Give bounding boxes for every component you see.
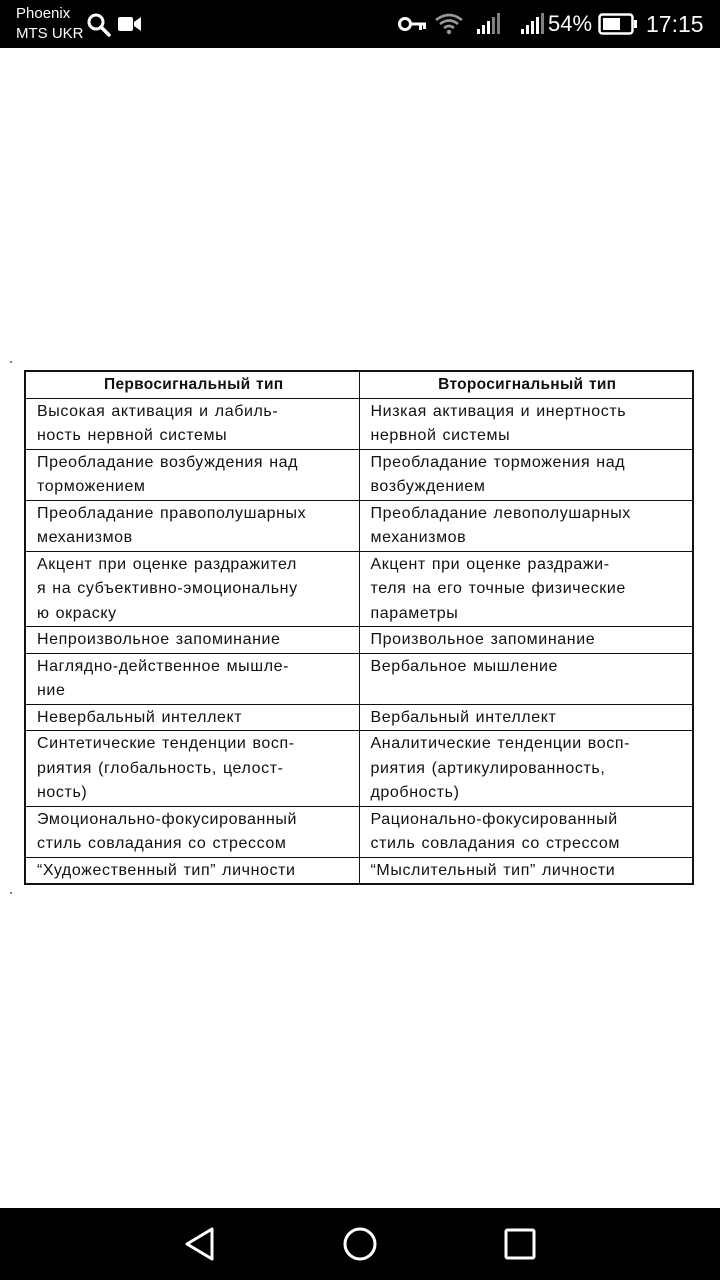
table-cell xyxy=(359,653,693,704)
cell-text: Эмоционально-фокусированный стиль совладания со стрессом xyxy=(37,810,298,852)
cell-text: Преобладание торможения над возбуждением xyxy=(370,453,626,495)
column-header-first-signal: Первосигнальный тип xyxy=(25,371,359,398)
table-row xyxy=(25,653,693,704)
table-row xyxy=(25,449,693,500)
clock: 17:15 xyxy=(646,11,704,37)
cell-text: Преобладание возбуждения над торможением xyxy=(37,453,299,495)
table-cell xyxy=(25,500,359,551)
cell-text: Акцент при оценке раздражител я на субъективно-эмоциональну ю окраску xyxy=(37,555,298,622)
status-bar xyxy=(0,0,720,48)
table-row xyxy=(25,500,693,551)
table-cell xyxy=(25,551,359,627)
cell-text: Преобладание левополушарных механизмов xyxy=(370,504,631,546)
cell-text: “Мыслительный тип” личности xyxy=(370,861,616,879)
image-viewer[interactable] xyxy=(0,48,720,1208)
table-cell xyxy=(359,731,693,807)
cell-text: Аналитические тенденции восп- риятия (артикулированность, дробность) xyxy=(370,735,631,801)
cell-text: “Художественный тип” личности xyxy=(37,861,296,879)
signal-icon xyxy=(520,13,544,35)
table-cell xyxy=(25,731,359,807)
table-cell xyxy=(25,704,359,731)
table-cell xyxy=(359,551,693,627)
table-cell xyxy=(359,449,693,500)
wifi-icon xyxy=(434,12,464,36)
cell-text: Наглядно-действенное мышле- ние xyxy=(37,657,290,699)
table-cell xyxy=(359,857,693,884)
table-cell xyxy=(25,449,359,500)
cell-text: Вербальный интеллект xyxy=(370,708,557,726)
table-row xyxy=(25,806,693,857)
comparison-table xyxy=(24,370,694,885)
video-camera-icon xyxy=(118,15,142,33)
cell-text: Синтетические тенденции восп- риятия (глобальность, целост- ность) xyxy=(37,735,295,801)
cell-text: Рационально-фокусированный стиль совладания со стрессом xyxy=(370,810,620,852)
carrier-line-1: Phoenix xyxy=(16,5,71,22)
scan-speck xyxy=(10,361,12,363)
table-row xyxy=(25,857,693,884)
navigation-bar xyxy=(0,1208,720,1280)
battery-percent: 54% xyxy=(548,11,593,36)
carrier-line-2: MTS UKR xyxy=(16,25,84,42)
table-cell xyxy=(25,806,359,857)
home-icon[interactable] xyxy=(338,1224,382,1264)
recents-icon[interactable] xyxy=(498,1224,542,1264)
table-cell xyxy=(359,398,693,449)
signal-icon xyxy=(476,13,500,35)
cell-text: Произвольное запоминание xyxy=(370,631,596,648)
table-cell xyxy=(25,627,359,654)
column-header-second-signal: Второсигнальный тип xyxy=(359,371,693,398)
table-row xyxy=(25,551,693,627)
table-cell xyxy=(25,398,359,449)
table-header-row xyxy=(25,371,693,398)
carrier-name xyxy=(16,4,84,44)
table-row xyxy=(25,704,693,731)
back-icon[interactable] xyxy=(178,1224,222,1264)
scan-speck xyxy=(10,892,12,894)
table-row xyxy=(25,731,693,807)
table-row xyxy=(25,627,693,654)
table-cell xyxy=(359,806,693,857)
cell-text: Вербальное мышление xyxy=(370,657,559,675)
cell-text: Непроизвольное запоминание xyxy=(37,631,281,648)
battery-icon xyxy=(598,13,638,35)
key-icon xyxy=(398,14,428,34)
search-icon xyxy=(86,12,112,38)
table-cell xyxy=(359,500,693,551)
cell-text: Высокая активация и лабиль- ность нервной системы xyxy=(37,402,279,444)
table-cell xyxy=(25,857,359,884)
cell-text: Невербальный интеллект xyxy=(37,708,243,726)
table-cell xyxy=(359,627,693,654)
table-cell xyxy=(25,653,359,704)
table-cell xyxy=(359,704,693,731)
cell-text: Низкая активация и инертность нервной системы xyxy=(370,402,627,444)
table-row xyxy=(25,398,693,449)
cell-text: Преобладание правополушарных механизмов xyxy=(37,504,307,546)
cell-text: Акцент при оценке раздражи- теля на его точные физические параметры xyxy=(370,555,626,622)
